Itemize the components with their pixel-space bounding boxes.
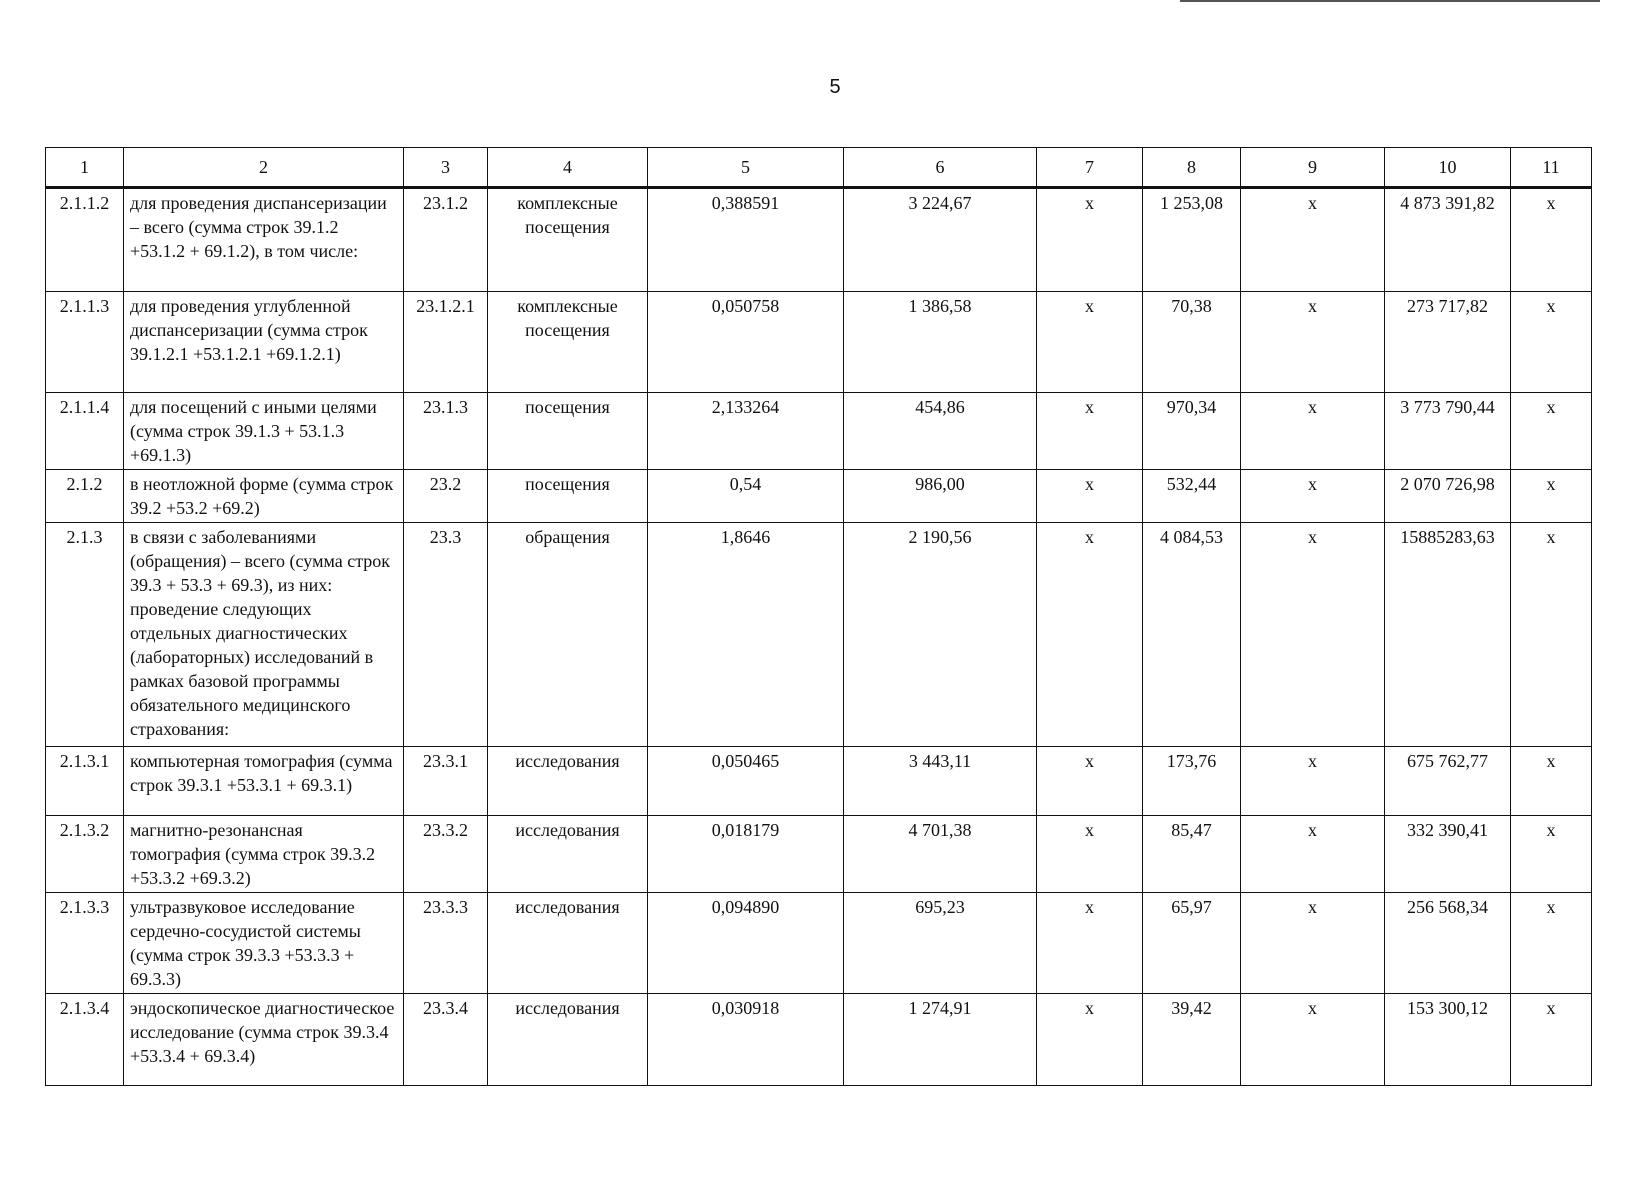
col8-value: 65,97 [1143,893,1241,994]
row-description: для проведения диспансеризации – всего (сумма строк 39.1.2 +53.1.2 + 69.1.2), в том числе: [124,188,404,292]
row-number: 2.1.1.2 [46,188,124,292]
column-header: 5 [648,148,844,188]
col5-value: 0,388591 [648,188,844,292]
top-edge-line [1180,0,1600,2]
col10-value: 153 300,12 [1385,994,1511,1086]
col5-value: 0,030918 [648,994,844,1086]
col5-value: 1,8646 [648,523,844,747]
column-header: 2 [124,148,404,188]
col6-value: 454,86 [844,393,1037,470]
row-unit: комплексные посещения [488,188,648,292]
row-unit: исследования [488,994,648,1086]
col9-value: х [1241,747,1385,816]
col9-value: х [1241,393,1385,470]
row-description: компьютерная томография (сумма строк 39.3.1 +53.3.1 + 69.3.1) [124,747,404,816]
table-row [46,393,1592,470]
col9-value: х [1241,816,1385,893]
col5-value: 0,050465 [648,747,844,816]
row-description: в неотложной форме (сумма строк 39.2 +53.2 +69.2) [124,470,404,523]
column-number-row [46,148,1592,188]
col9-value: х [1241,470,1385,523]
col10-value: 332 390,41 [1385,816,1511,893]
row-unit: комплексные посещения [488,292,648,393]
col5-value: 0,094890 [648,893,844,994]
row-unit: исследования [488,893,648,994]
col8-value: 39,42 [1143,994,1241,1086]
row-description: для проведения углубленной диспансеризации (сумма строк 39.1.2.1 +53.1.2.1 +69.1.2.1) [124,292,404,393]
column-header: 11 [1511,148,1592,188]
row-number: 2.1.2 [46,470,124,523]
col8-value: 173,76 [1143,747,1241,816]
col9-value: х [1241,893,1385,994]
col11-value: х [1511,292,1592,393]
table-row [46,816,1592,893]
col10-value: 3 773 790,44 [1385,393,1511,470]
col10-value: 273 717,82 [1385,292,1511,393]
row-number: 2.1.1.4 [46,393,124,470]
row-description: эндоскопическое диагностическое исследование (сумма строк 39.3.4 +53.3.4 + 69.3.4) [124,994,404,1086]
column-header: 3 [404,148,488,188]
col6-value: 695,23 [844,893,1037,994]
row-number: 2.1.3.4 [46,994,124,1086]
col8-value: 4 084,53 [1143,523,1241,747]
col7-value: х [1037,816,1143,893]
row-number: 2.1.1.3 [46,292,124,393]
table-row [46,893,1592,994]
col7-value: х [1037,893,1143,994]
col7-value: х [1037,188,1143,292]
column-header: 6 [844,148,1037,188]
col9-value: х [1241,188,1385,292]
row-code: 23.1.2.1 [404,292,488,393]
col6-value: 3 224,67 [844,188,1037,292]
col5-value: 0,54 [648,470,844,523]
row-code: 23.3.4 [404,994,488,1086]
column-header: 8 [1143,148,1241,188]
row-number: 2.1.3.1 [46,747,124,816]
col9-value: х [1241,292,1385,393]
col11-value: х [1511,393,1592,470]
row-number: 2.1.3 [46,523,124,747]
row-number: 2.1.3.2 [46,816,124,893]
col11-value: х [1511,523,1592,747]
table-row [46,523,1592,747]
col9-value: х [1241,994,1385,1086]
row-description: в связи с заболеваниями (обращения) – всего (сумма строк 39.3 + 53.3 + 69.3), из них: проведение следующих отдельных диагностических (лабораторных) исследований в рамках базовой программы обязательного медицинского страхования: [124,523,404,747]
col8-value: 970,34 [1143,393,1241,470]
data-table [45,147,1592,1086]
col10-value: 2 070 726,98 [1385,470,1511,523]
row-code: 23.2 [404,470,488,523]
col11-value: х [1511,747,1592,816]
col7-value: х [1037,470,1143,523]
table-row [46,994,1592,1086]
col9-value: х [1241,523,1385,747]
col7-value: х [1037,523,1143,747]
table-row [46,292,1592,393]
col11-value: х [1511,994,1592,1086]
row-unit: исследования [488,816,648,893]
row-description: для посещений с иными целями (сумма строк 39.1.3 + 53.1.3 +69.1.3) [124,393,404,470]
col10-value: 4 873 391,82 [1385,188,1511,292]
col8-value: 70,38 [1143,292,1241,393]
col11-value: х [1511,893,1592,994]
col10-value: 256 568,34 [1385,893,1511,994]
col6-value: 986,00 [844,470,1037,523]
row-code: 23.1.3 [404,393,488,470]
col10-value: 675 762,77 [1385,747,1511,816]
column-header: 10 [1385,148,1511,188]
col7-value: х [1037,292,1143,393]
col7-value: х [1037,747,1143,816]
row-number: 2.1.3.3 [46,893,124,994]
row-description: ультразвуковое исследование сердечно-сосудистой системы (сумма строк 39.3.3 +53.3.3 + 69.3.3) [124,893,404,994]
row-unit: обращения [488,523,648,747]
col10-value: 15885283,63 [1385,523,1511,747]
table-row [46,470,1592,523]
col8-value: 85,47 [1143,816,1241,893]
row-code: 23.3.3 [404,893,488,994]
col6-value: 2 190,56 [844,523,1037,747]
row-code: 23.3 [404,523,488,747]
col8-value: 1 253,08 [1143,188,1241,292]
column-header: 4 [488,148,648,188]
row-code: 23.3.1 [404,747,488,816]
col5-value: 0,018179 [648,816,844,893]
table-row [46,747,1592,816]
col11-value: х [1511,816,1592,893]
row-code: 23.1.2 [404,188,488,292]
col11-value: х [1511,470,1592,523]
col6-value: 3 443,11 [844,747,1037,816]
col6-value: 4 701,38 [844,816,1037,893]
row-unit: посещения [488,393,648,470]
col7-value: х [1037,994,1143,1086]
column-header: 9 [1241,148,1385,188]
table-row [46,188,1592,292]
col5-value: 0,050758 [648,292,844,393]
col7-value: х [1037,393,1143,470]
column-header: 1 [46,148,124,188]
row-description: магнитно-резонансная томография (сумма строк 39.3.2 +53.3.2 +69.3.2) [124,816,404,893]
row-code: 23.3.2 [404,816,488,893]
row-unit: посещения [488,470,648,523]
col5-value: 2,133264 [648,393,844,470]
column-header: 7 [1037,148,1143,188]
col6-value: 1 386,58 [844,292,1037,393]
page-number: 5 [829,76,841,98]
col6-value: 1 274,91 [844,994,1037,1086]
col11-value: х [1511,188,1592,292]
row-unit: исследования [488,747,648,816]
col8-value: 532,44 [1143,470,1241,523]
